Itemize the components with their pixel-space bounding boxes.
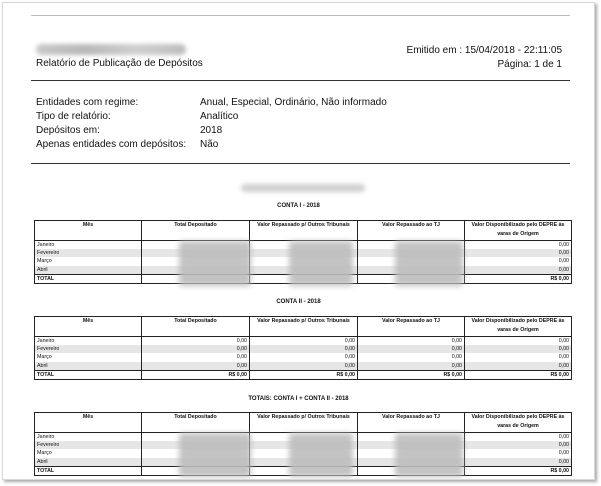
cell-month: Fevereiro xyxy=(35,249,142,257)
cell-tj: 0,00 xyxy=(358,345,465,353)
param-row xyxy=(36,138,387,152)
col-header-depre: Valor Disponibilizado pelo DEPRE às varas de Origem xyxy=(465,413,572,433)
cell-total-label: TOTAL xyxy=(35,466,142,475)
col-header-depre: Valor Disponibilizado pelo DEPRE às varas de Origem xyxy=(465,317,572,337)
table-row xyxy=(35,345,572,353)
col-header-mes: Mês xyxy=(35,221,142,241)
col-header-outros: Valor Repassado p/ Outros Tribunais xyxy=(250,317,358,337)
table-header-row xyxy=(35,413,572,433)
table-conta-ii xyxy=(34,316,572,380)
col-header-outros: Valor Repassado p/ Outros Tribunais xyxy=(250,221,358,241)
header-divider xyxy=(31,80,570,81)
cell-outros: 0,00 xyxy=(250,345,358,353)
table-header-row xyxy=(35,221,572,241)
col-header-mes: Mês xyxy=(35,413,142,433)
col-header-total: Total Depositado xyxy=(142,413,250,433)
param-row xyxy=(36,124,387,138)
param-value: 2018 xyxy=(200,125,223,136)
redacted-values xyxy=(395,241,463,286)
col-header-depre: Valor Disponibilizado pelo DEPRE às varas de Origem xyxy=(465,221,572,241)
col-header-outros: Valor Repassado p/ Outros Tribunais xyxy=(250,413,358,433)
cell-month: Março xyxy=(35,449,142,457)
cell-total: 0,00 xyxy=(142,353,250,361)
cell-depre: 0,00 xyxy=(465,249,572,257)
cell-depre: 0,00 xyxy=(465,449,572,457)
param-label: Apenas entidades com depósitos: xyxy=(36,139,187,150)
cell-month: Março xyxy=(35,353,142,361)
redacted-values xyxy=(289,433,353,477)
cell-depre: R$ 0,00 xyxy=(465,274,572,283)
cell-depre: 0,00 xyxy=(465,458,572,467)
cell-month: Abril xyxy=(35,362,142,371)
cell-total: R$ 0,00 xyxy=(142,370,250,379)
cell-depre: 0,00 xyxy=(465,337,572,346)
cell-depre: 0,00 xyxy=(465,362,572,371)
param-value: Não xyxy=(200,139,219,150)
report-header-left xyxy=(36,44,203,69)
param-label: Entidades com regime: xyxy=(36,97,139,108)
cell-total-label: TOTAL xyxy=(35,274,142,283)
redacted-entity-name xyxy=(241,184,365,192)
cell-depre: 0,00 xyxy=(465,345,572,353)
cell-tj: R$ 0,00 xyxy=(358,370,465,379)
cell-month: Abril xyxy=(35,266,142,275)
cell-tj: 0,00 xyxy=(358,353,465,361)
cell-total-label: TOTAL xyxy=(35,370,142,379)
top-rule xyxy=(31,15,570,16)
cell-total: 0,00 xyxy=(142,362,250,371)
report-parameters xyxy=(36,96,387,152)
cell-depre: 0,00 xyxy=(465,441,572,449)
cell-month: Fevereiro xyxy=(35,345,142,353)
table-row xyxy=(35,353,572,361)
page-number: Página: 1 de 1 xyxy=(497,59,562,70)
cell-tj: 0,00 xyxy=(358,362,465,371)
param-value: Anual, Especial, Ordinário, Não informado xyxy=(200,97,387,108)
section-title-conta-i: CONTA I - 2018 xyxy=(277,203,320,209)
report-page xyxy=(2,2,595,480)
cell-month: Janeiro xyxy=(35,241,142,250)
col-header-total: Total Depositado xyxy=(142,317,250,337)
cell-depre: 0,00 xyxy=(465,241,572,250)
param-row xyxy=(36,110,387,124)
col-header-total: Total Depositado xyxy=(142,221,250,241)
section-title-totais: TOTAIS: CONTA I + CONTA II - 2018 xyxy=(248,396,349,402)
cell-month: Março xyxy=(35,257,142,265)
cell-depre: R$ 0,00 xyxy=(465,370,572,379)
cell-depre: 0,00 xyxy=(465,433,572,442)
param-value: Analítico xyxy=(200,111,239,122)
cell-depre: 0,00 xyxy=(465,257,572,265)
cell-tj: 0,00 xyxy=(358,337,465,346)
col-header-tj: Valor Repassado ao TJ xyxy=(358,221,465,241)
cell-total: 0,00 xyxy=(142,337,250,346)
cell-depre: 0,00 xyxy=(465,353,572,361)
col-header-mes: Mês xyxy=(35,317,142,337)
cell-outros: R$ 0,00 xyxy=(250,370,358,379)
table-header-row xyxy=(35,317,572,337)
cell-outros: 0,00 xyxy=(250,362,358,371)
table-row xyxy=(35,337,572,346)
report-header-right xyxy=(407,44,562,72)
cell-outros: 0,00 xyxy=(250,337,358,346)
cell-depre: 0,00 xyxy=(465,266,572,275)
redacted-values xyxy=(179,241,251,286)
redacted-org-name xyxy=(36,44,186,55)
table-row xyxy=(35,362,572,371)
redacted-values xyxy=(395,433,463,477)
params-divider xyxy=(31,163,570,164)
table-total-row xyxy=(35,370,572,379)
cell-month: Janeiro xyxy=(35,337,142,346)
cell-month: Abril xyxy=(35,458,142,467)
col-header-tj: Valor Repassado ao TJ xyxy=(358,317,465,337)
cell-month: Janeiro xyxy=(35,433,142,442)
param-label: Tipo de relatório: xyxy=(36,111,111,122)
param-row xyxy=(36,96,387,110)
redacted-values xyxy=(289,241,353,286)
cell-depre: R$ 0,00 xyxy=(465,466,572,475)
report-title: Relatório de Publicação de Depósitos xyxy=(36,58,203,69)
emitted-timestamp: Emitido em : 15/04/2018 - 22:11:05 xyxy=(406,45,562,56)
cell-total: 0,00 xyxy=(142,345,250,353)
cell-outros: 0,00 xyxy=(250,353,358,361)
redacted-values xyxy=(179,433,251,477)
col-header-tj: Valor Repassado ao TJ xyxy=(358,413,465,433)
param-label: Depósitos em: xyxy=(36,125,100,136)
cell-month: Fevereiro xyxy=(35,441,142,449)
section-title-conta-ii: CONTA II - 2018 xyxy=(276,299,321,305)
